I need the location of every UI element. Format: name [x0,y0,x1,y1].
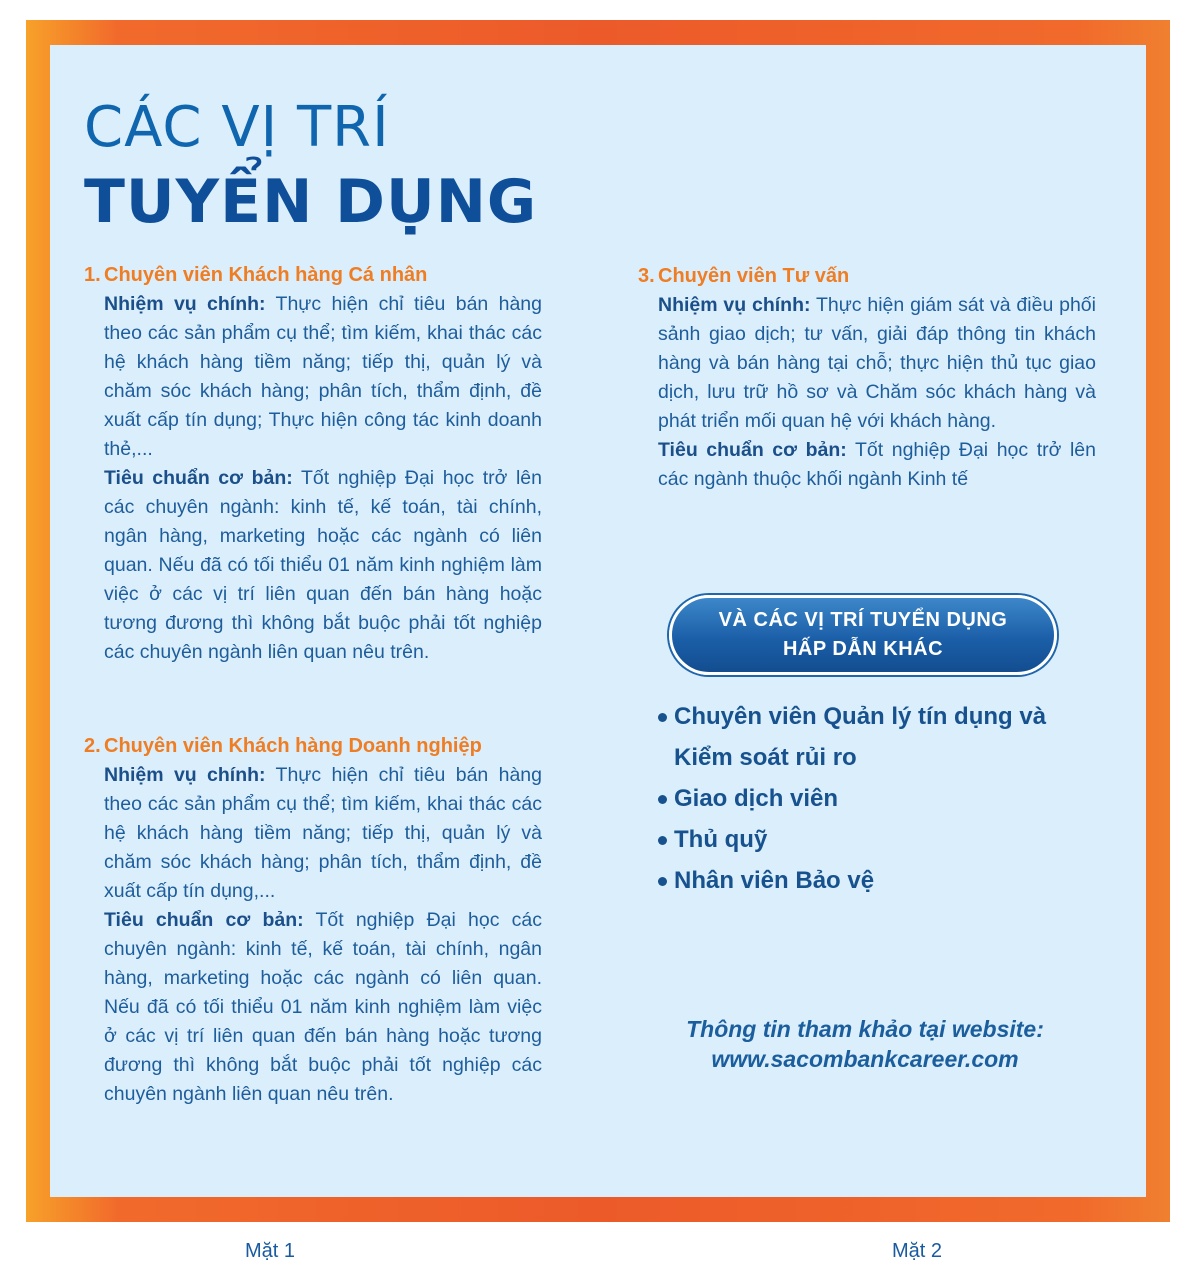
other-positions-list [656,696,1106,901]
position-1-number: 1. [84,264,101,286]
standards-label: Tiêu chuẩn cơ bản: [658,439,847,461]
position-1-heading [84,261,542,290]
position-1 [84,261,542,667]
website-url[interactable]: www.sacombankcareer.com [711,1046,1019,1072]
position-2-heading [84,732,542,761]
website-info [620,1014,1110,1074]
duties-text: Thực hiện giám sát và điều phối sảnh giao dịch; tư vấn, giải đáp thông tin khách hàng và bán hàng tại chỗ; thực hiện thủ tục giao dịch, lưu trữ hồ sơ và Chăm sóc khách hàng và phát triển mối quan hệ với khách hàng. [658,294,1096,432]
list-item: Nhân viên Bảo vệ [656,860,1106,901]
standards-label: Tiêu chuẩn cơ bản: [104,909,304,931]
position-3-heading [638,262,1096,291]
duties-label: Nhiệm vụ chính: [104,293,266,315]
duties-label: Nhiệm vụ chính: [104,764,266,786]
position-2-duties [104,761,542,906]
banner-line1: VÀ CÁC VỊ TRÍ TUYỂN DỤNG [718,609,1008,631]
face-2-caption: Mặt 2 [892,1240,943,1262]
standards-text: Tốt nghiệp Đại học trở lên các chuyên ngành: kinh tế, kế toán, tài chính, ngân hàng, marketing hoặc các ngành có liên quan. Nếu đã có tối thiểu 01 năm kinh nghiệm làm việc ở các vị trí liên quan đến bán hàng hoặc tương đương thì không bắt buộc phải tốt nghiệp các chuyên ngành liên quan nêu trên. [104,467,542,663]
position-3-duties [658,291,1096,436]
duties-label: Nhiệm vụ chính: [658,294,811,316]
list-item: Chuyên viên Quản lý tín dụng và Kiểm soát rủi ro [656,696,1106,778]
standards-text: Tốt nghiệp Đại học các chuyên ngành: kinh tế, kế toán, tài chính, ngân hàng, marketing hoặc các ngành có liên quan. Nếu đã có tối thiểu 01 năm kinh nghiệm làm việc ở các vị trí liên quan đến bán hàng hoặc tương đương thì không bắt buộc phải tốt nghiệp các chuyên ngành liên quan nêu trên. [104,909,542,1105]
position-1-standards [104,464,542,667]
position-3 [638,262,1096,494]
position-2-title: Chuyên viên Khách hàng Doanh nghiệp [104,735,482,757]
standards-label: Tiêu chuẩn cơ bản: [104,467,293,489]
website-label: Thông tin tham khảo tại website: [686,1016,1044,1042]
page-title-line1: CÁC VỊ TRÍ [84,95,390,160]
position-1-duties [104,290,542,464]
list-item: Giao dịch viên [656,778,1106,819]
other-positions-banner [669,595,1057,675]
position-3-title: Chuyên viên Tư vấn [658,265,850,287]
standards-text: Tốt nghiệp Đại học trở lên các ngành thuộc khối ngành Kinh tế [658,439,1096,490]
position-3-number: 3. [638,265,655,287]
position-1-title: Chuyên viên Khách hàng Cá nhân [104,264,428,286]
position-2-number: 2. [84,735,101,757]
position-3-standards [658,436,1096,494]
banner-line2: HẤP DẪN KHÁC [782,638,944,660]
position-2 [84,732,542,1109]
duties-text: Thực hiện chỉ tiêu bán hàng theo các sản phẩm cụ thể; tìm kiếm, khai thác các hệ khách hàng tiềm năng; tiếp thị, quản lý và chăm sóc khách hàng; phân tích, thẩm định, đề xuất cấp tín dụng; Thực hiện công tác kinh doanh thẻ,... [104,293,542,460]
duties-text: Thực hiện chỉ tiêu bán hàng theo các sản phẩm cụ thể; tìm kiếm, khai thác các hệ khách hàng tiềm năng; tiếp thị, quản lý và chăm sóc khách hàng; phân tích, thẩm định, đề xuất cấp tín dụng,... [104,764,542,902]
page-title-line2: TUYỂN DỤNG [84,167,538,237]
position-2-standards [104,906,542,1109]
face-1-caption: Mặt 1 [245,1240,296,1262]
list-item: Thủ quỹ [656,819,1106,860]
